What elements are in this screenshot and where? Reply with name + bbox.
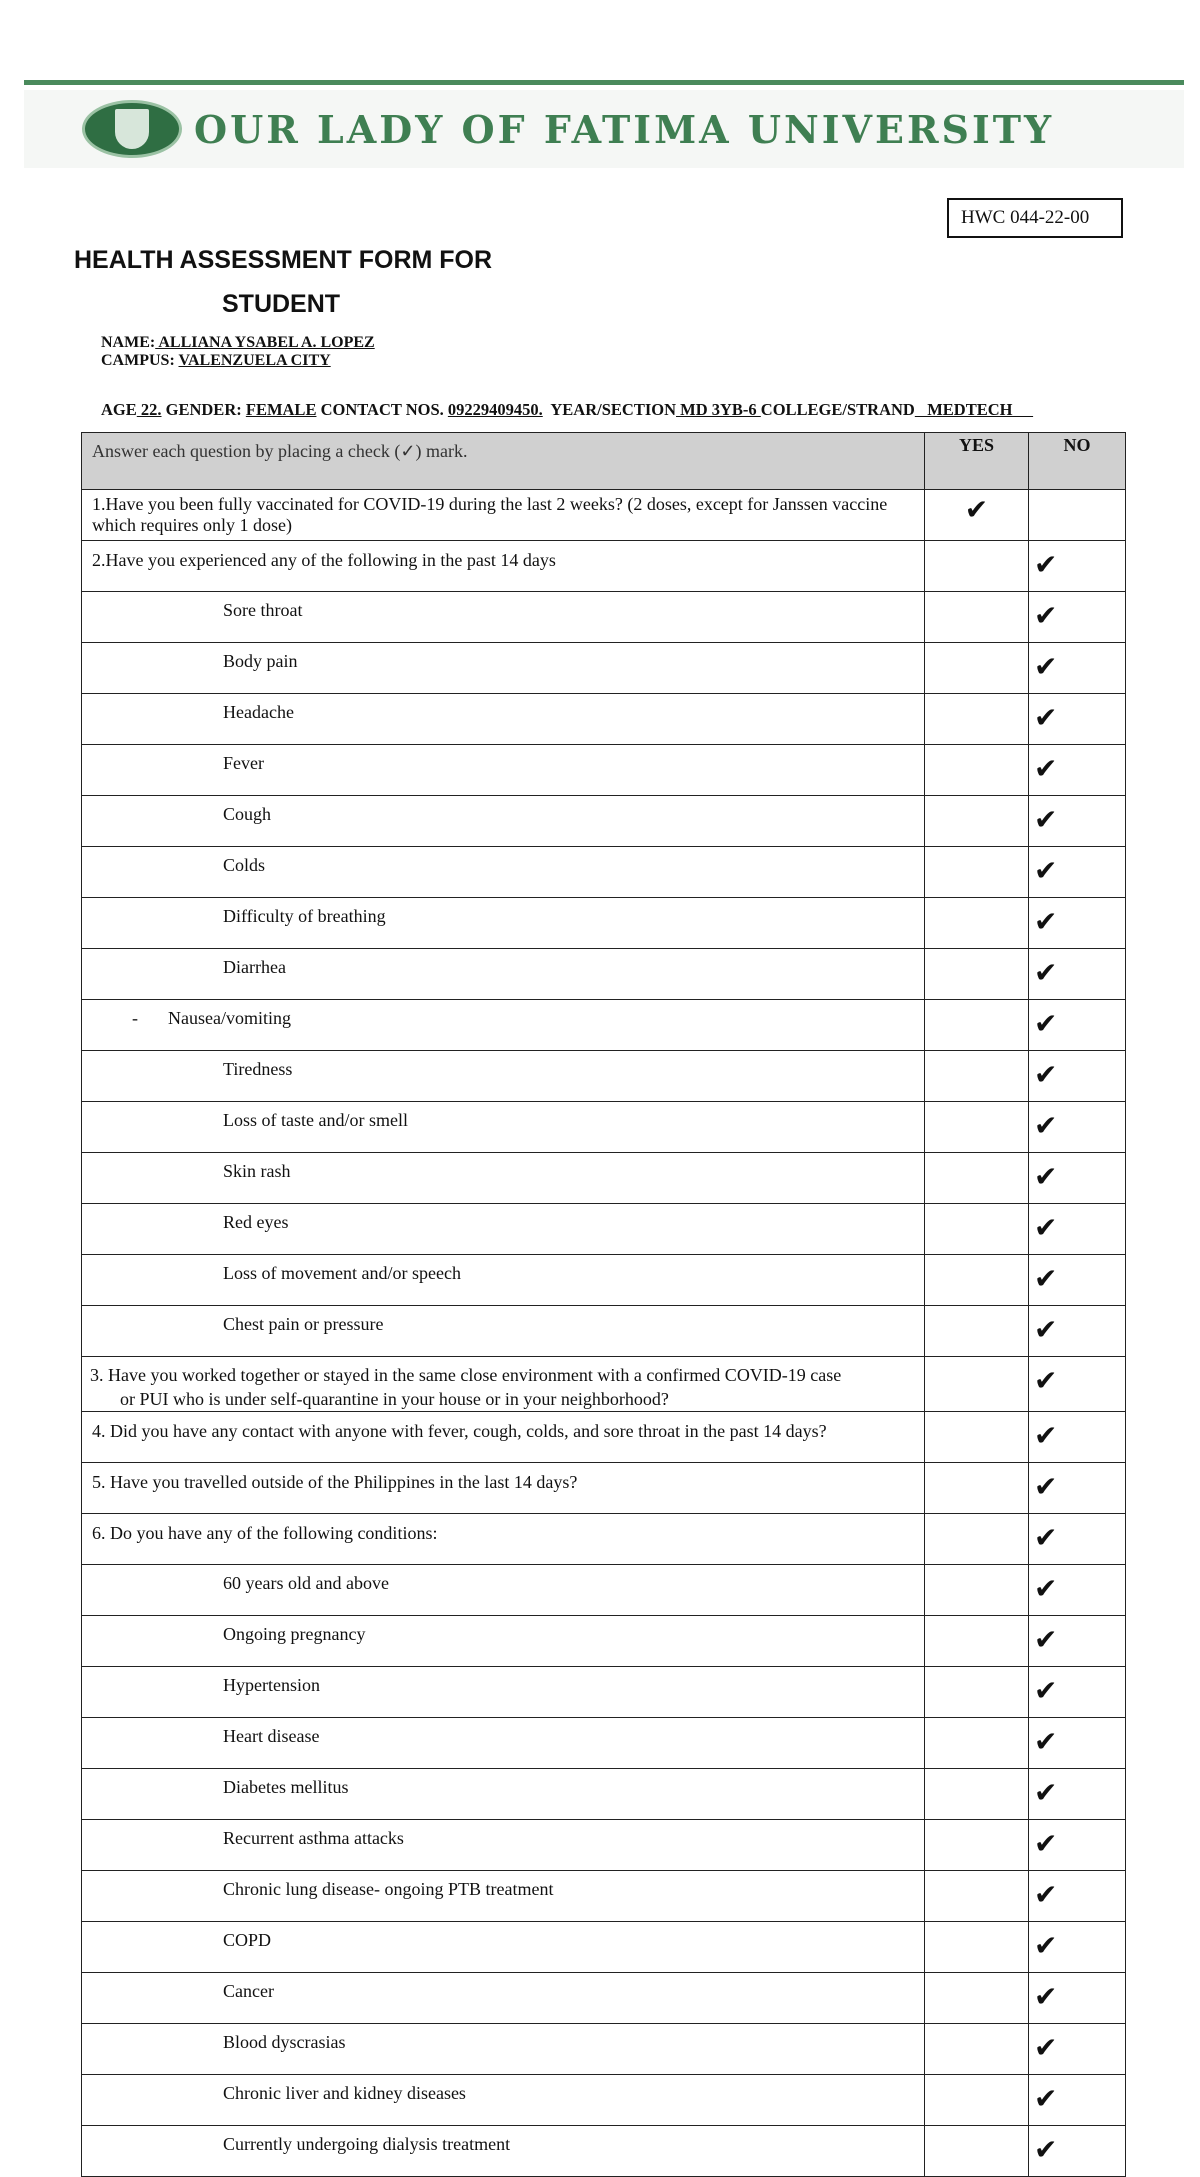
question-row-1 xyxy=(82,490,1126,541)
question-text xyxy=(82,1357,925,1412)
question-text: Recurrent asthma attacks xyxy=(82,1820,925,1871)
yes-checkbox-cell[interactable] xyxy=(925,1412,1029,1463)
condition-row xyxy=(82,1616,1126,1667)
condition-row xyxy=(82,1871,1126,1922)
yes-checkbox-cell[interactable] xyxy=(925,1871,1029,1922)
symptom-row xyxy=(82,898,1126,949)
form-code: HWC 044-22-00 xyxy=(947,198,1123,238)
yes-checkbox-cell[interactable] xyxy=(925,1051,1029,1102)
title-line-1: HEALTH ASSESSMENT FORM FOR xyxy=(74,246,493,274)
table-header-row xyxy=(82,433,1126,490)
yes-checkbox-cell[interactable] xyxy=(925,643,1029,694)
question-row-2 xyxy=(82,541,1126,592)
check-mark-icon: ✔ xyxy=(1034,1470,1058,1503)
question-text: 4. Did you have any contact with anyone with fever, cough, colds, and sore throat in the past 14 days? xyxy=(82,1412,925,1463)
yes-checkbox-cell[interactable] xyxy=(925,1769,1029,1820)
student-contact: 09229409450. xyxy=(447,400,543,419)
question-text: 1.Have you been fully vaccinated for COVID-19 during the last 2 weeks? (2 doses, except for Janssen vaccine which requires only 1 dose) xyxy=(82,490,925,541)
no-checkbox-cell[interactable] xyxy=(1029,796,1126,847)
no-checkbox-cell[interactable] xyxy=(1029,694,1126,745)
yes-checkbox-cell[interactable] xyxy=(925,1973,1029,2024)
condition-row xyxy=(82,2075,1126,2126)
check-mark-icon: ✔ xyxy=(1034,803,1058,836)
check-mark-icon: ✔ xyxy=(1034,1160,1058,1193)
student-name: ALLIANA YSABEL A. LOPEZ xyxy=(155,334,375,351)
no-checkbox-cell[interactable] xyxy=(1029,643,1126,694)
symptom-row xyxy=(82,592,1126,643)
check-mark-icon: ✔ xyxy=(1034,1109,1058,1142)
no-checkbox-cell[interactable] xyxy=(1029,898,1126,949)
question-text: Chronic liver and kidney diseases xyxy=(82,2075,925,2126)
no-checkbox-cell[interactable] xyxy=(1029,1718,1126,1769)
symptom-row xyxy=(82,796,1126,847)
question-text: Loss of movement and/or speech xyxy=(82,1255,925,1306)
question-text: Blood dyscrasias xyxy=(82,2024,925,2075)
no-checkbox-cell[interactable] xyxy=(1029,1514,1126,1565)
yes-checkbox-cell[interactable] xyxy=(925,592,1029,643)
question-text: 6. Do you have any of the following conditions: xyxy=(82,1514,925,1565)
check-mark-icon: ✔ xyxy=(1034,1929,1058,1962)
university-banner xyxy=(24,90,1184,168)
check-mark-icon: ✔ xyxy=(1034,1827,1058,1860)
yes-checkbox-cell[interactable] xyxy=(925,2024,1029,2075)
question-text: Cough xyxy=(82,796,925,847)
check-mark-icon: ✔ xyxy=(1034,2133,1058,2166)
yes-checkbox-cell[interactable] xyxy=(925,1357,1029,1412)
no-checkbox-cell[interactable] xyxy=(1029,745,1126,796)
check-mark-icon: ✔ xyxy=(1034,854,1058,887)
symptom-row xyxy=(82,1255,1126,1306)
symptom-row xyxy=(82,694,1126,745)
question-text: Tiredness xyxy=(82,1051,925,1102)
question-row-5 xyxy=(82,1463,1126,1514)
check-mark-icon: ✔ xyxy=(1034,1007,1058,1040)
yes-checkbox-cell[interactable] xyxy=(925,949,1029,1000)
no-checkbox-cell[interactable] xyxy=(1029,1000,1126,1051)
check-mark-icon: ✔ xyxy=(1034,2031,1058,2064)
yes-checkbox-cell[interactable] xyxy=(925,1463,1029,1514)
question-text: Cancer xyxy=(82,1973,925,2024)
no-checkbox-cell[interactable] xyxy=(1029,1565,1126,1616)
yes-checkbox-cell[interactable] xyxy=(925,1718,1029,1769)
yes-checkbox-cell[interactable] xyxy=(925,1306,1029,1357)
condition-row xyxy=(82,1973,1126,2024)
no-checkbox-cell[interactable] xyxy=(1029,2024,1126,2075)
symptom-row xyxy=(82,949,1126,1000)
check-mark-icon: ✔ xyxy=(1034,1572,1058,1605)
no-checkbox-cell[interactable] xyxy=(1029,490,1126,541)
symptom-row xyxy=(82,1204,1126,1255)
yes-checkbox-cell[interactable] xyxy=(925,490,1029,541)
check-mark-icon: ✔ xyxy=(1034,650,1058,683)
no-checkbox-cell[interactable] xyxy=(1029,1667,1126,1718)
no-checkbox-cell[interactable] xyxy=(1029,592,1126,643)
symptom-label: Nausea/vomiting xyxy=(168,1008,291,1028)
check-mark-icon: ✔ xyxy=(1034,1419,1058,1452)
question-text: Colds xyxy=(82,847,925,898)
symptom-row xyxy=(82,1306,1126,1357)
question-text: 60 years old and above xyxy=(82,1565,925,1616)
no-checkbox-cell[interactable] xyxy=(1029,1255,1126,1306)
condition-row xyxy=(82,1565,1126,1616)
question-text: Headache xyxy=(82,694,925,745)
question-text: 5. Have you travelled outside of the Philippines in the last 14 days? xyxy=(82,1463,925,1514)
no-checkbox-cell[interactable] xyxy=(1029,2075,1126,2126)
yes-checkbox-cell[interactable] xyxy=(925,541,1029,592)
condition-row xyxy=(82,1667,1126,1718)
yes-checkbox-cell[interactable] xyxy=(925,1000,1029,1051)
student-college: MEDTECH xyxy=(914,400,1034,419)
check-mark-icon: ✔ xyxy=(1034,905,1058,938)
no-checkbox-cell[interactable] xyxy=(1029,1769,1126,1820)
check-mark-icon: ✔ xyxy=(1034,2082,1058,2115)
no-checkbox-cell[interactable] xyxy=(1029,1051,1126,1102)
no-checkbox-cell[interactable] xyxy=(1029,1922,1126,1973)
no-checkbox-cell[interactable] xyxy=(1029,1153,1126,1204)
check-mark-icon: ✔ xyxy=(1034,1623,1058,1656)
no-checkbox-cell[interactable] xyxy=(1029,847,1126,898)
no-checkbox-cell[interactable] xyxy=(1029,949,1126,1000)
condition-row xyxy=(82,1718,1126,1769)
question-text: Fever xyxy=(82,745,925,796)
no-checkbox-cell[interactable] xyxy=(1029,541,1126,592)
check-mark-icon: ✔ xyxy=(1034,1521,1058,1554)
student-age: 22. xyxy=(136,400,162,419)
no-column-header: NO xyxy=(1029,433,1126,490)
symptom-row xyxy=(82,1102,1126,1153)
check-mark-icon: ✔ xyxy=(1034,1211,1058,1244)
university-name: OUR LADY OF FATIMA UNIVERSITY xyxy=(194,106,1055,152)
yes-checkbox-cell[interactable] xyxy=(925,1616,1029,1667)
yes-checkbox-cell[interactable] xyxy=(925,745,1029,796)
symptom-row xyxy=(82,643,1126,694)
yes-checkbox-cell[interactable] xyxy=(925,1667,1029,1718)
student-gender: FEMALE xyxy=(245,400,317,419)
question-row-3 xyxy=(82,1357,1126,1412)
question-text: Ongoing pregnancy xyxy=(82,1616,925,1667)
question-3-line-2: or PUI who is under self-quarantine in your house or in your neighborhood? xyxy=(120,1389,669,1409)
condition-row xyxy=(82,1922,1126,1973)
no-checkbox-cell[interactable] xyxy=(1029,1616,1126,1667)
check-mark-icon: ✔ xyxy=(1034,1776,1058,1809)
symptom-row xyxy=(82,1000,1126,1051)
banner-top-line xyxy=(24,80,1184,85)
question-text: Hypertension xyxy=(82,1667,925,1718)
yes-checkbox-cell[interactable] xyxy=(925,1153,1029,1204)
condition-row xyxy=(82,2024,1126,2075)
yes-checkbox-cell[interactable] xyxy=(925,1922,1029,1973)
question-text: Difficulty of breathing xyxy=(82,898,925,949)
yes-checkbox-cell[interactable] xyxy=(925,1820,1029,1871)
check-mark-icon: ✔ xyxy=(1034,701,1058,734)
yes-checkbox-cell[interactable] xyxy=(925,1514,1029,1565)
yes-checkbox-cell[interactable] xyxy=(925,847,1029,898)
question-text: Skin rash xyxy=(82,1153,925,1204)
condition-row xyxy=(82,1769,1126,1820)
no-checkbox-cell[interactable] xyxy=(1029,1357,1126,1412)
yes-checkbox-cell[interactable] xyxy=(925,898,1029,949)
check-mark-icon: ✔ xyxy=(1034,599,1058,632)
student-campus: VALENZUELA CITY xyxy=(178,352,331,369)
check-mark-icon: ✔ xyxy=(1034,548,1058,581)
yes-checkbox-cell[interactable] xyxy=(925,1204,1029,1255)
check-mark-icon: ✔ xyxy=(1034,1725,1058,1758)
check-mark-icon: ✔ xyxy=(1034,1980,1058,2013)
no-checkbox-cell[interactable] xyxy=(1029,1412,1126,1463)
no-checkbox-cell[interactable] xyxy=(1029,1463,1126,1514)
yes-checkbox-cell[interactable] xyxy=(925,1565,1029,1616)
question-text: COPD xyxy=(82,1922,925,1973)
campus-line: CAMPUS: VALENZUELA CITY xyxy=(101,352,331,369)
check-mark-icon: ✔ xyxy=(1034,1364,1058,1397)
question-text: Diabetes mellitus xyxy=(82,1769,925,1820)
question-text: Heart disease xyxy=(82,1718,925,1769)
question-text: Currently undergoing dialysis treatment xyxy=(82,2126,925,2177)
no-checkbox-cell[interactable] xyxy=(1029,1204,1126,1255)
check-mark-icon: ✔ xyxy=(1034,1878,1058,1911)
yes-checkbox-cell[interactable] xyxy=(925,1102,1029,1153)
symptom-row xyxy=(82,1153,1126,1204)
question-text: Diarrhea xyxy=(82,949,925,1000)
form-title xyxy=(74,238,494,326)
no-checkbox-cell[interactable] xyxy=(1029,1871,1126,1922)
name-line: NAME: ALLIANA YSABEL A. LOPEZ xyxy=(101,334,375,351)
yes-checkbox-cell[interactable] xyxy=(925,2075,1029,2126)
question-row-4 xyxy=(82,1412,1126,1463)
health-questionnaire-table xyxy=(81,432,1126,2177)
yes-checkbox-cell[interactable] xyxy=(925,2126,1029,2177)
yes-checkbox-cell[interactable] xyxy=(925,796,1029,847)
check-mark-icon: ✔ xyxy=(1034,1674,1058,1707)
check-mark-icon: ✔ xyxy=(1034,1313,1058,1346)
check-mark-icon: ✔ xyxy=(964,493,989,526)
no-checkbox-cell[interactable] xyxy=(1029,1820,1126,1871)
question-text: Chest pain or pressure xyxy=(82,1306,925,1357)
check-mark-icon: ✔ xyxy=(1034,956,1058,989)
check-mark-icon: ✔ xyxy=(1034,752,1058,785)
bullet-dash: - xyxy=(132,1008,138,1028)
yes-checkbox-cell[interactable] xyxy=(925,1255,1029,1306)
title-line-2: STUDENT xyxy=(222,290,341,318)
no-checkbox-cell[interactable] xyxy=(1029,1973,1126,2024)
student-details-row: AGE 22. GENDER: FEMALE CONTACT NOS. 09229409450. YEAR/SECTION MD 3YB-6 COLLEGE/STRAND MEDTECH xyxy=(101,400,1034,419)
university-seal-icon xyxy=(82,100,182,158)
question-text: 2.Have you experienced any of the following in the past 14 days xyxy=(82,541,925,592)
condition-row xyxy=(82,1820,1126,1871)
check-mark-icon: ✔ xyxy=(1034,1058,1058,1091)
question-text xyxy=(82,1000,925,1051)
student-year-section: MD 3YB-6 xyxy=(676,400,761,419)
yes-checkbox-cell[interactable] xyxy=(925,694,1029,745)
symptom-row xyxy=(82,847,1126,898)
no-checkbox-cell[interactable] xyxy=(1029,1306,1126,1357)
question-text: Loss of taste and/or smell xyxy=(82,1102,925,1153)
question-row-6 xyxy=(82,1514,1126,1565)
symptom-row xyxy=(82,1051,1126,1102)
question-text: Chronic lung disease- ongoing PTB treatment xyxy=(82,1871,925,1922)
symptom-row xyxy=(82,745,1126,796)
yes-column-header: YES xyxy=(925,433,1029,490)
question-3-line-1: 3. Have you worked together or stayed in the same close environment with a confirmed COVID-19 case xyxy=(90,1365,842,1385)
question-text: Red eyes xyxy=(82,1204,925,1255)
instruction-text: Answer each question by placing a check (✓) mark. xyxy=(82,433,925,490)
condition-row xyxy=(82,2126,1126,2177)
check-mark-icon: ✔ xyxy=(1034,1262,1058,1295)
no-checkbox-cell[interactable] xyxy=(1029,2126,1126,2177)
question-text: Body pain xyxy=(82,643,925,694)
question-text: Sore throat xyxy=(82,592,925,643)
no-checkbox-cell[interactable] xyxy=(1029,1102,1126,1153)
